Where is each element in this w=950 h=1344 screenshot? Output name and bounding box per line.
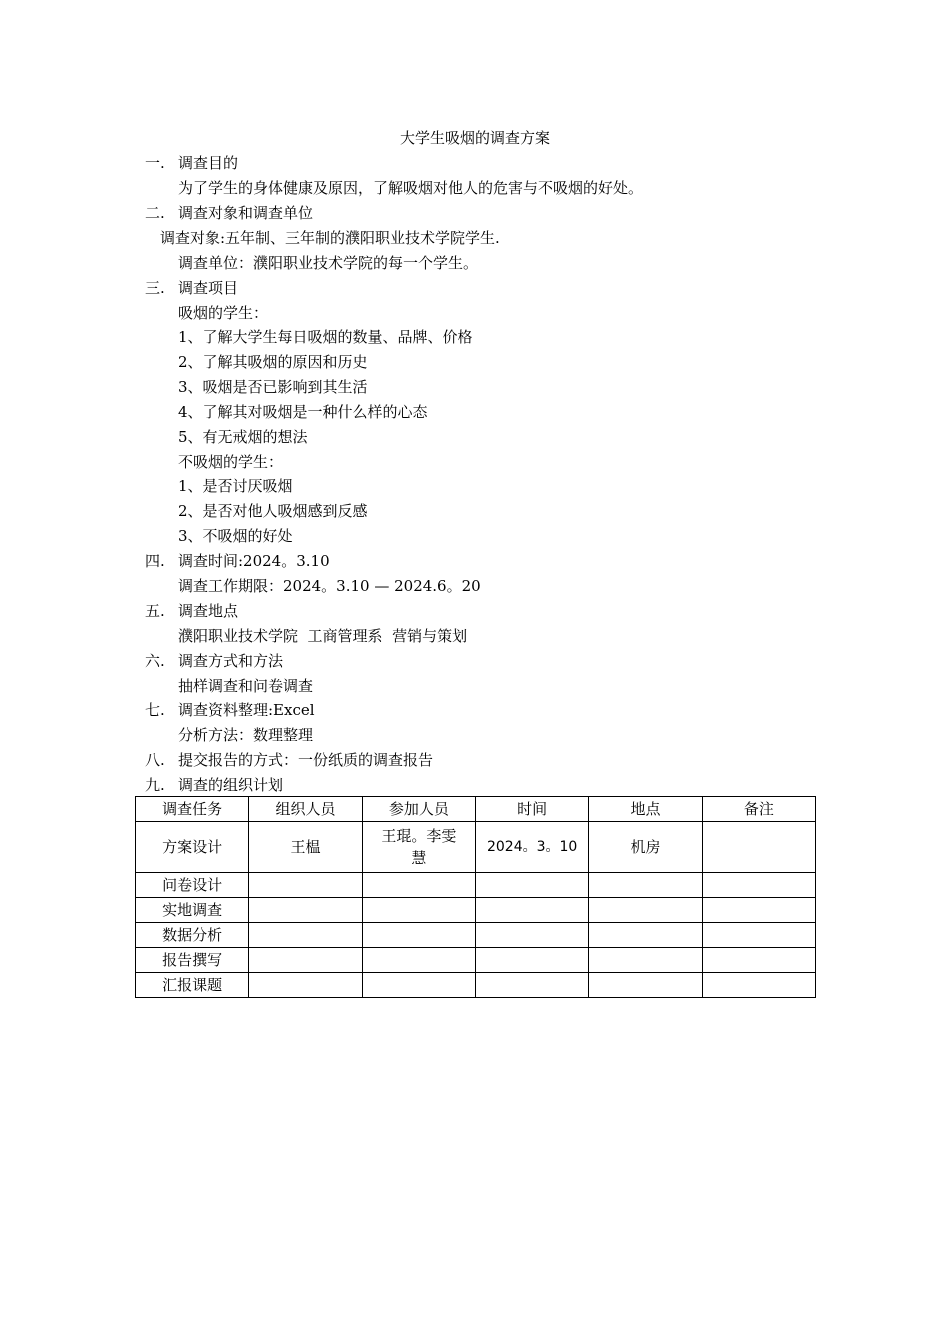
section-title: 调查的组织计划 bbox=[178, 776, 284, 794]
section-title: 提交报告的方式：一份纸质的调查报告 bbox=[178, 751, 434, 769]
section-number: 七. bbox=[145, 701, 165, 719]
nonsmoker-item: 3、不吸烟的好处 bbox=[178, 527, 293, 545]
section-6-heading bbox=[145, 650, 283, 672]
section-4-body: 调查工作期限：2024。3.10 — 2024.6。20 bbox=[178, 577, 481, 595]
section-number: 四. bbox=[145, 552, 165, 570]
table-cell: 问卷设计 bbox=[136, 873, 249, 898]
table-cell bbox=[362, 948, 475, 973]
table-cell bbox=[362, 873, 475, 898]
organization-plan-table bbox=[135, 796, 816, 998]
smokers-label: 吸烟的学生： bbox=[178, 304, 269, 322]
table-cell bbox=[589, 873, 702, 898]
survey-object: 调查对象:五年制、三年制的濮阳职业技术学院学生. bbox=[160, 229, 500, 247]
table-cell bbox=[249, 898, 362, 923]
section-number: 一. bbox=[145, 154, 165, 172]
section-5-heading bbox=[145, 600, 238, 622]
table-row bbox=[136, 873, 816, 898]
column-header: 时间 bbox=[475, 797, 588, 822]
section-number: 三. bbox=[145, 279, 165, 297]
table-cell bbox=[702, 923, 815, 948]
column-header: 参加人员 bbox=[362, 797, 475, 822]
table-cell bbox=[475, 898, 588, 923]
section-5-body: 濮阳职业技术学院 工商管理系 营销与策划 bbox=[178, 627, 468, 645]
column-header: 地点 bbox=[589, 797, 702, 822]
table-cell bbox=[589, 973, 702, 998]
table-cell bbox=[249, 973, 362, 998]
table-cell: 数据分析 bbox=[136, 923, 249, 948]
section-8-heading bbox=[145, 749, 433, 771]
column-header: 组织人员 bbox=[249, 797, 362, 822]
table-cell bbox=[475, 873, 588, 898]
smoker-item: 2、了解其吸烟的原因和历史 bbox=[178, 353, 368, 371]
column-header: 备注 bbox=[702, 797, 815, 822]
section-title: 调查资料整理:Excel bbox=[178, 701, 315, 719]
section-title: 调查地点 bbox=[178, 602, 239, 620]
section-2-heading bbox=[145, 202, 313, 224]
table-cell bbox=[589, 923, 702, 948]
table-row bbox=[136, 822, 816, 873]
section-9-heading bbox=[145, 774, 283, 796]
table-cell: 报告撰写 bbox=[136, 948, 249, 973]
table-cell bbox=[589, 898, 702, 923]
table-cell bbox=[702, 973, 815, 998]
nonsmokers-label: 不吸烟的学生： bbox=[178, 453, 284, 471]
section-number: 八. bbox=[145, 751, 165, 769]
table-cell bbox=[702, 822, 815, 873]
section-4-heading bbox=[145, 550, 330, 572]
smoker-item: 1、了解大学生每日吸烟的数量、品牌、价格 bbox=[178, 328, 473, 346]
table-cell bbox=[249, 948, 362, 973]
table-row bbox=[136, 948, 816, 973]
table-cell bbox=[702, 948, 815, 973]
table-cell: 王琨。李雯慧 bbox=[362, 822, 475, 873]
section-title: 调查时间:2024。3.10 bbox=[178, 552, 330, 570]
table-cell bbox=[249, 873, 362, 898]
document-title: 大学生吸烟的调查方案 bbox=[399, 129, 550, 147]
table-row bbox=[136, 923, 816, 948]
table-cell: 汇报课题 bbox=[136, 973, 249, 998]
table-cell bbox=[475, 973, 588, 998]
table-header-row bbox=[136, 797, 816, 822]
section-number: 二. bbox=[145, 204, 165, 222]
section-number: 六. bbox=[145, 652, 165, 670]
table-cell bbox=[702, 873, 815, 898]
section-1-heading bbox=[145, 152, 238, 174]
section-1-body: 为了学生的身体健康及原因，了解吸烟对他人的危害与不吸烟的好处。 bbox=[178, 179, 644, 197]
table-cell: 实地调查 bbox=[136, 898, 249, 923]
section-3-heading bbox=[145, 277, 238, 299]
section-title: 调查项目 bbox=[178, 279, 239, 297]
table-cell bbox=[362, 973, 475, 998]
nonsmoker-item: 2、是否对他人吸烟感到反感 bbox=[178, 502, 368, 520]
nonsmoker-item: 1、是否讨厌吸烟 bbox=[178, 477, 293, 495]
table-row bbox=[136, 973, 816, 998]
smoker-item: 3、吸烟是否已影响到其生活 bbox=[178, 378, 368, 396]
table-cell bbox=[589, 948, 702, 973]
section-title: 调查方式和方法 bbox=[178, 652, 284, 670]
table-cell bbox=[362, 923, 475, 948]
smoker-item: 4、了解其对吸烟是一种什么样的心态 bbox=[178, 403, 428, 421]
table-cell: 机房 bbox=[589, 822, 702, 873]
section-6-body: 抽样调查和问卷调查 bbox=[178, 677, 314, 695]
table-cell bbox=[702, 898, 815, 923]
table-row bbox=[136, 898, 816, 923]
table-cell: 王榅 bbox=[249, 822, 362, 873]
table-cell bbox=[475, 923, 588, 948]
smoker-item: 5、有无戒烟的想法 bbox=[178, 428, 308, 446]
table-cell bbox=[249, 923, 362, 948]
section-7-body: 分析方法：数理整理 bbox=[178, 726, 314, 744]
column-header: 调查任务 bbox=[136, 797, 249, 822]
survey-unit: 调查单位：濮阳职业技术学院的每一个学生。 bbox=[178, 254, 479, 272]
table-cell: 方案设计 bbox=[136, 822, 249, 873]
section-number: 五. bbox=[145, 602, 165, 620]
section-number: 九. bbox=[145, 776, 165, 794]
table-cell bbox=[475, 948, 588, 973]
section-title: 调查对象和调查单位 bbox=[178, 204, 314, 222]
table-cell: 2024。3。10 bbox=[475, 822, 588, 873]
section-title: 调查目的 bbox=[178, 154, 239, 172]
table-cell bbox=[362, 898, 475, 923]
section-7-heading bbox=[145, 699, 315, 721]
